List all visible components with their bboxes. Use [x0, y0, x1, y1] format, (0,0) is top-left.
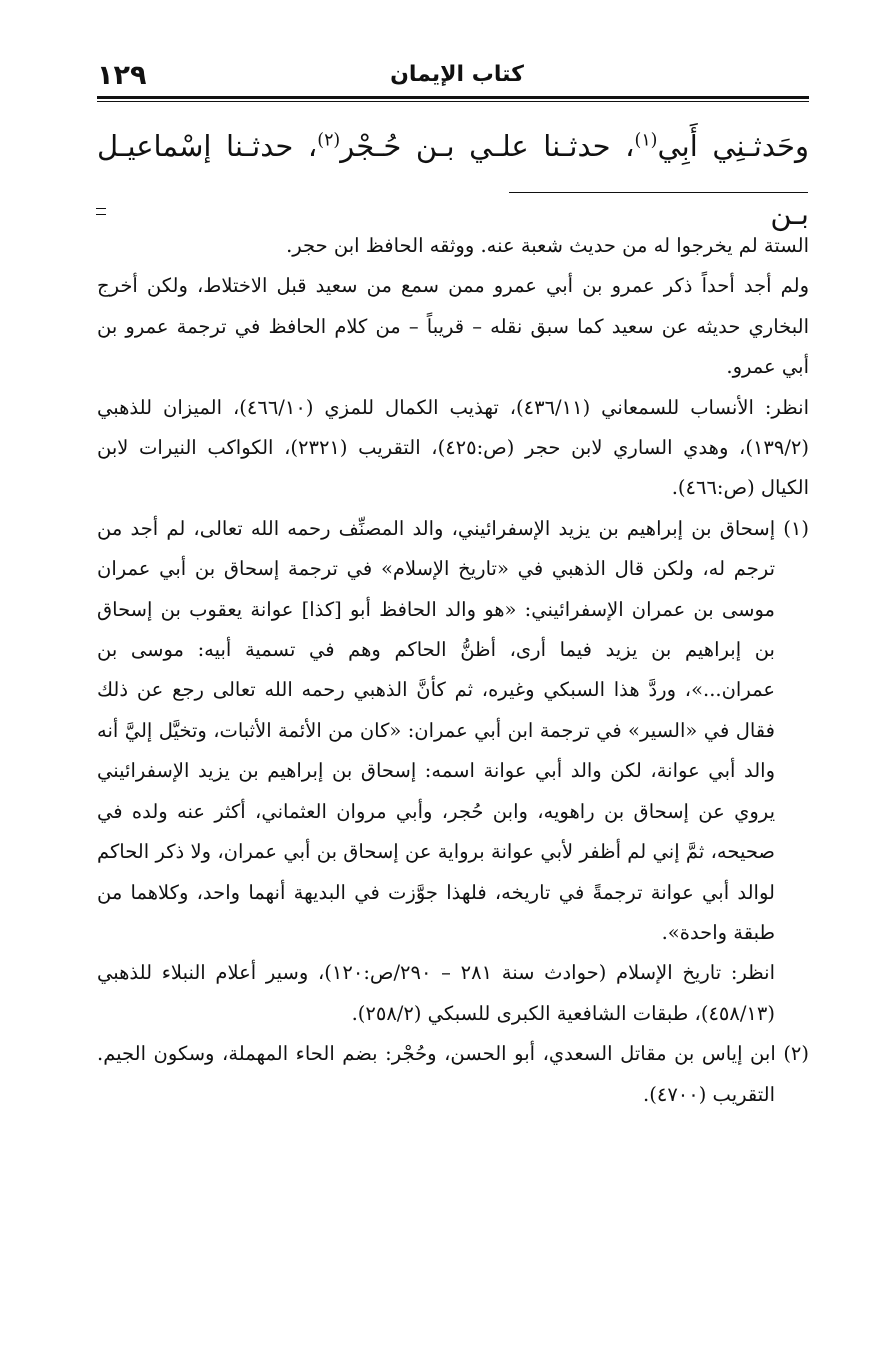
footnote-ref-1: (١) [634, 130, 658, 151]
footnote-2-marker: (٢) [783, 1042, 810, 1066]
footnote-1-marker: (١) [783, 516, 809, 540]
footnote-continued-references: انظر: الأنساب للسمعاني (٤٣٦/١١)، تهذيب الكمال للمزي (٤٦٦/١٠)، الميزان للذهبي (١٣٩/٢)، وهدي الساري لابن حجر (ص:٤٢٥)، التقريب (٢٣٢١)، الكواكب النيرات لابن الكيال (ص:٤٦٦). [97, 395, 810, 500]
footnote-1-text: إسحاق بن إبراهيم بن يزيد الإسفرائيني، والد المصنِّف رحمه الله تعالى، لم أجد من ترجم له، ولكن قال الذهبي في «تاريخ الإسلام» في ترجمة إسحاق بن أبي عمران موسى بن عمران الإسفرائيني: «هو والد الحافظ أبو [كذا] عوانة يعقوب بن إسحاق بن إبراهيم بن يزيد فيما أرى، أظنُّ الحاكم وهم في تسمية أبيه: موسى بن عمران...»، وردَّ هذا السبكي وغيره، ثم كأنَّ الذهبي رحمه الله تعالى رجع عن ذلك فقال في «السير» في ترجمة ابن أبي عمران: «كان من الأئمة الأثبات، وتخيَّل إليَّ أنه والد أبي عوانة، لكن والد أبي عوانة اسمه: إسحاق بن إبراهيم بن يزيد الإسفرائيني يروي عن إسحاق بن راهويه، وابن حُجر، وأبي مروان العثماني، أكثر عنه ولده في صحيحه، ثمَّ إني لم أظفر لأبي عوانة برواية عن إسحاق بن أبي عمران، ولا ذكر الحاكم لوالد أبي عوانة ترجمةً في تاريخه، فلهذا جوَّزت في البديهة أنهما واحد، وكلاهما من طبقة واحدة». [97, 516, 776, 944]
footnote-ref-2: (٢) [317, 130, 341, 151]
footnote-2-text: ابن إياس بن مقاتل السعدي، أبو الحسن، وحُجْر: بضم الحاء المهملة، وسكون الجيم. التقريب (٤٧٠٠). [97, 1042, 776, 1106]
footnote-continued-paragraph: ولم أجد أحداً ذكر عمرو بن أبي عمرو ممن سمع من سعيد قبل الاختلاط، ولكن أخرج البخاري حديثه عن سعيد كما سبق نقله – قريباً – من كلام الحافظ في ترجمة عمرو بن أبي عمرو. [97, 274, 809, 379]
footnote-separator [509, 192, 808, 193]
footnote-1-references: انظر: تاريخ الإسلام (حوادث سنة ٢٨١ – ٢٩٠/ص:١٢٠)، وسير أعلام النبلاء للذهبي (٤٥٨/١٣)، طبقات الشافعية الكبرى للسبكي (٢٥٨/٢). [97, 961, 776, 1025]
page-number: ١٢٩ [97, 60, 147, 91]
main-text-part: ، حدثـنا علـي بـن حُـجْر [340, 129, 635, 163]
footnote-continued-line: الستة لم يخرجوا له من حديث شعبة عنه. ووثقه الحافظ ابن حجر. [286, 234, 809, 257]
main-text-part: وحَدثـنِي أَبِي [657, 129, 809, 163]
continuation-mark [96, 208, 106, 215]
running-title: كتاب الإيمان [390, 62, 524, 87]
footnote-2 [97, 1034, 809, 1115]
footnotes [97, 226, 809, 1115]
page-header [97, 58, 809, 98]
footnote-1 [97, 509, 809, 953]
main-text-part: ، حدثـنا إسْماعيـل بـن [97, 129, 809, 231]
header-rule [97, 96, 809, 102]
